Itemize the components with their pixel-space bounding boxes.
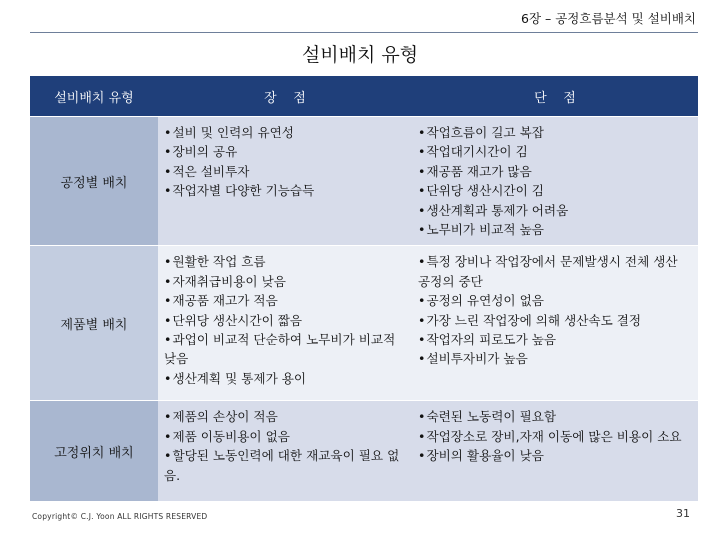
list-item: • 적은 설비투자 [164, 162, 402, 181]
column-header-type: 설비배치 유형 [30, 76, 158, 117]
list-item: • 노무비가 비교적 높음 [418, 220, 688, 239]
list-item: • 공정의 유연성이 없음 [418, 291, 688, 310]
list-item: • 작업자의 피로도가 높음 [418, 330, 688, 349]
list-item: • 가장 느린 작업장에 의해 생산속도 결정 [418, 311, 688, 330]
chapter-header: 6장 – 공정흐름분석 및 설비배치 [521, 11, 696, 26]
table-row [30, 246, 698, 401]
copyright-text: Copyright© C.J. Yoon ALL RIGHTS RESERVED [32, 512, 208, 521]
list-item: • 생산계획과 통제가 어려움 [418, 201, 688, 220]
table-row [30, 401, 698, 502]
page-number: 31 [676, 507, 690, 520]
list-item: • 단위당 생산시간이 김 [418, 181, 688, 200]
layout-types-table [30, 76, 698, 502]
list-item: • 작업장소로 장비,자재 이동에 많은 비용이 소요 [418, 427, 688, 446]
cons-cell [412, 117, 698, 246]
slide-title: 설비배치 유형 [301, 44, 419, 66]
table-header-row [30, 76, 698, 117]
list-item: • 작업흐름이 길고 복잡 [418, 123, 688, 142]
list-item: • 원활한 작업 흐름 [164, 252, 402, 271]
list-item: • 작업자별 다양한 기능습득 [164, 181, 402, 200]
list-item: • 단위당 생산시간이 짧음 [164, 311, 402, 330]
list-item: • 장비의 활용율이 낮음 [418, 446, 688, 465]
list-item: • 설비 및 인력의 유연성 [164, 123, 402, 142]
list-item: • 할당된 노동인력에 대한 재교육이 필요 없음. [164, 446, 402, 485]
table-row [30, 117, 698, 246]
list-item: • 설비투자비가 높음 [418, 349, 688, 368]
list-item: • 생산계획 및 통제가 용이 [164, 369, 402, 388]
row-label-process: 공정별 배치 [30, 117, 158, 246]
list-item: • 재공품 재고가 적음 [164, 291, 402, 310]
list-item: • 특정 장비나 작업장에서 문제발생시 전체 생산공정의 중단 [418, 252, 688, 291]
pros-cell [158, 117, 412, 246]
pros-cell [158, 401, 412, 502]
list-item: • 장비의 공유 [164, 142, 402, 161]
cons-cell [412, 401, 698, 502]
list-item: • 제품의 손상이 적음 [164, 407, 402, 426]
list-item: • 과업이 비교적 단순하여 노무비가 비교적 낮음 [164, 330, 402, 369]
list-item: • 작업대기시간이 김 [418, 142, 688, 161]
column-header-pros: 장 점 [158, 76, 412, 117]
column-header-cons: 단 점 [412, 76, 698, 117]
list-item: • 제품 이동비용이 없음 [164, 427, 402, 446]
cons-cell [412, 246, 698, 401]
pros-cell [158, 246, 412, 401]
list-item: • 숙련된 노동력이 필요함 [418, 407, 688, 426]
header-rule [30, 32, 698, 33]
row-label-product: 제품별 배치 [30, 246, 158, 401]
row-label-fixed: 고정위치 배치 [30, 401, 158, 502]
list-item: • 자재취급비용이 낮음 [164, 272, 402, 291]
list-item: • 재공품 재고가 많음 [418, 162, 688, 181]
